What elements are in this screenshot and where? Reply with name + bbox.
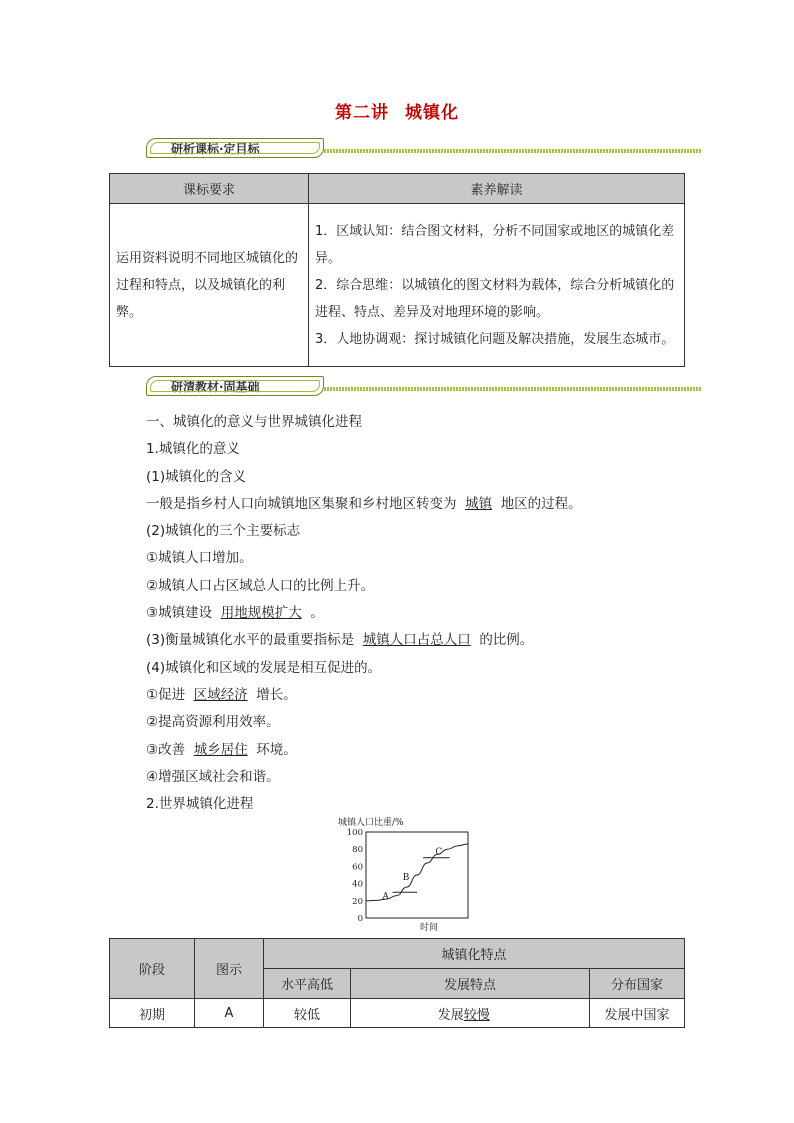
- y-axis-label: 城镇人口比重/%: [338, 818, 404, 828]
- section-header-textbook: [146, 376, 702, 398]
- y-tick-label: 80: [352, 845, 363, 856]
- y-tick-label: 40: [352, 879, 363, 890]
- answer-blank: 较慢: [463, 1007, 490, 1023]
- y-tick-label: 0: [357, 914, 363, 924]
- table-cell: 发展中国家: [590, 999, 685, 1028]
- content-body: [146, 409, 706, 818]
- y-tick-label: 60: [352, 862, 363, 873]
- answer-blank: 城镇人口占总人口: [362, 632, 471, 649]
- paragraph: ②城镇人口占区域总人口的比例上升。: [146, 577, 375, 594]
- section-divider: [324, 149, 702, 153]
- y-tick-label: 20: [352, 896, 363, 907]
- table-cell: 发展较慢: [351, 999, 590, 1028]
- urbanization-stage-table: [109, 938, 685, 1028]
- subheading: 2.世界城镇化进程: [146, 796, 254, 813]
- answer-blank: 城镇: [465, 495, 493, 512]
- table-cell: 初期: [110, 999, 195, 1028]
- subheading: 1.城镇化的意义: [146, 441, 240, 458]
- heading: 一、城镇化的意义与世界城镇化进程: [146, 414, 362, 430]
- table-cell: 较低: [264, 999, 351, 1028]
- table-header: 课标要求: [110, 174, 309, 204]
- section-divider: [324, 387, 702, 391]
- table-header: 城镇化特点: [264, 939, 685, 969]
- table-header: 图示: [195, 939, 264, 999]
- table-header: 素养解读: [309, 174, 685, 204]
- paragraph: (2)城镇化的三个主要标志: [146, 523, 301, 540]
- table-header: 阶段: [110, 939, 195, 999]
- paragraph: ①促进 区域经济 增长。: [146, 686, 297, 703]
- urbanization-curve-chart: [336, 814, 476, 934]
- table-header: 发展特点: [351, 969, 590, 999]
- page-title: [0, 98, 794, 123]
- literacy-interpretation: [309, 204, 685, 367]
- answer-blank: 区域经济: [193, 686, 248, 703]
- paragraph: ③城镇建设 用地规模扩大 。: [146, 605, 324, 622]
- standards-table: [109, 173, 685, 367]
- curriculum-requirement: 运用资料说明不同地区城镇化的过程和特点，以及城镇化的利弊。: [110, 204, 309, 367]
- section-label: 研析课标·定目标: [146, 138, 324, 158]
- lesson-topic: 城镇化: [405, 103, 459, 123]
- answer-blank: 用地规模扩大: [220, 605, 302, 622]
- paragraph: ③改善 城乡居住 环境。: [146, 741, 297, 758]
- x-axis-label: 时间: [419, 923, 439, 933]
- paragraph: (3)衡量城镇化水平的最重要指标是 城镇人口占总人口 的比例。: [146, 632, 534, 649]
- y-tick-label: 100: [346, 828, 363, 838]
- paragraph: 一般是指乡村人口向城镇地区集聚和乡村地区转变为 城镇 地区的过程。: [146, 495, 582, 512]
- paragraph: ②提高资源利用效率。: [146, 714, 280, 731]
- stage-label: B: [402, 873, 410, 884]
- table-header: 水平高低: [264, 969, 351, 999]
- answer-blank: 城乡居住: [193, 741, 248, 758]
- literacy-item: 1．区域认知：结合图文材料，分析不同国家或地区的城镇化差异。: [315, 223, 675, 266]
- table-cell: A: [195, 999, 264, 1028]
- paragraph: ④增强区域社会和谐。: [146, 768, 280, 785]
- stage-label: C: [435, 847, 443, 858]
- section-label: 研清教材·固基础: [146, 376, 324, 396]
- lesson-number: 第二讲: [335, 103, 389, 123]
- paragraph: (1)城镇化的含义: [146, 468, 247, 485]
- stage-label: A: [382, 892, 389, 903]
- section-header-standards: [146, 138, 702, 160]
- paragraph: (4)城镇化和区域的发展是相互促进的。: [146, 659, 382, 676]
- table-row: [110, 999, 685, 1028]
- literacy-item: 2．综合思维：以城镇化的图文材料为载体，综合分析城镇化的进程、特点、差异及对地理环境的影响。: [315, 277, 675, 320]
- literacy-item: 3．人地协调观：探讨城镇化问题及解决措施，发展生态城市。: [315, 331, 675, 347]
- table-header: 分布国家: [590, 969, 685, 999]
- paragraph: ①城镇人口增加。: [146, 550, 253, 567]
